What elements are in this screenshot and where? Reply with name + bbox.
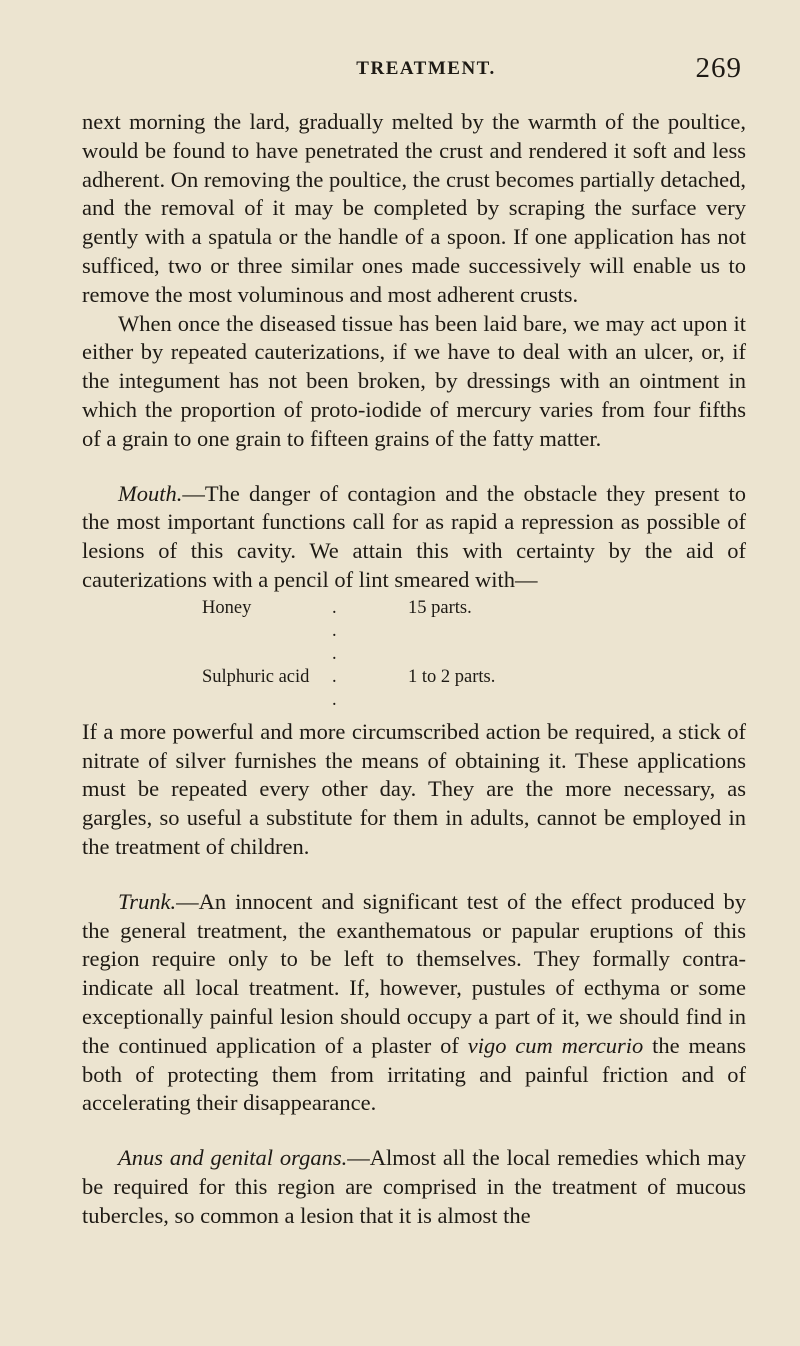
page-number: 269 (695, 52, 742, 84)
recipe-ingredient: Sulphuric acid (202, 666, 310, 687)
recipe-table (202, 597, 746, 712)
recipe-quantity: 1 to 2 parts. (408, 666, 496, 687)
recipe-row (202, 666, 746, 712)
recipe-quantity: 15 parts. (408, 597, 472, 618)
section-text-mouth: —The danger of contagion and the obstacle they present to the most important functions call for as rapid a repression as possible of lesions of this cavity. We attain this with certainty by the aid of cauterizations with a pencil of lint smeared with— (82, 480, 746, 592)
section-text-anus: —Almost all the local remedies which may be required for this region are comprised in the treatment of mucous tubercles, so common a lesion that it is almost the (82, 1145, 746, 1228)
latin-term: vigo cum mercurio (467, 1032, 644, 1058)
paragraph-continuation: next morning the lard, gradually melted by the warmth of the poultice, would be found to have penetrated the crust and rendered it soft and less adherent. On removing the poultice, the crust becomes partially detached, and the removal of it may be completed by scraping the surface very gently with a spatula or the handle of a spoon. If one application has not sufficed, two or three similar ones made successively will enable us to remove the most voluminous and most adherent crusts. (82, 109, 746, 307)
section-heading-anus: Anus and genital organs. (118, 1145, 348, 1171)
recipe-ingredient: Honey (202, 597, 252, 618)
section-heading-trunk: Trunk. (118, 888, 177, 914)
section-anus (82, 1144, 746, 1230)
section-gap (82, 454, 746, 480)
recipe-leader-dots: . . . (332, 597, 363, 664)
body-text (82, 108, 746, 1231)
section-gap (82, 862, 746, 888)
paragraph-diseased-tissue: When once the diseased tissue has been laid bare, we may act upon it either by repeated cauterizations, if we have to deal with an ulcer, or, if the integument has not been broken, by dressings with an ointment in which the proportion of proto-iodide of mercury varies from four fifths of a grain to one grain to fifteen grains of the fatty matter. (82, 310, 746, 451)
section-gap (82, 1118, 746, 1144)
section-text-trunk-end: the means both of protecting them from irritating and painful friction and of accelerating their disappearance. (82, 1032, 747, 1116)
recipe-leader-dots: . . (332, 666, 363, 710)
page-header (110, 52, 742, 88)
recipe-row (202, 597, 746, 666)
section-heading-mouth: Mouth. (118, 480, 183, 506)
section-mouth (82, 480, 746, 595)
paragraph-nitrate: If a more powerful and more circumscribed action be required, a stick of nitrate of silver furnishes the means of obtaining it. These applications must be repeated every other day. They are the more necessary, as gargles, so useful a substitute for them in adults, cannot be employed in the treatment of children. (82, 718, 746, 859)
section-text-trunk: —An innocent and significant test of the effect produced by the general treatment, the exanthematous or papular eruptions of this region require only to be left to themselves. They formally contra-indicate all local treatment. If, however, pustules of ecthyma or some exceptionally painful lesion should occupy a part of it, we should find in the continued application of a plaster of (82, 888, 746, 1058)
section-trunk (82, 888, 746, 1118)
running-head: TREATMENT. (356, 58, 496, 79)
